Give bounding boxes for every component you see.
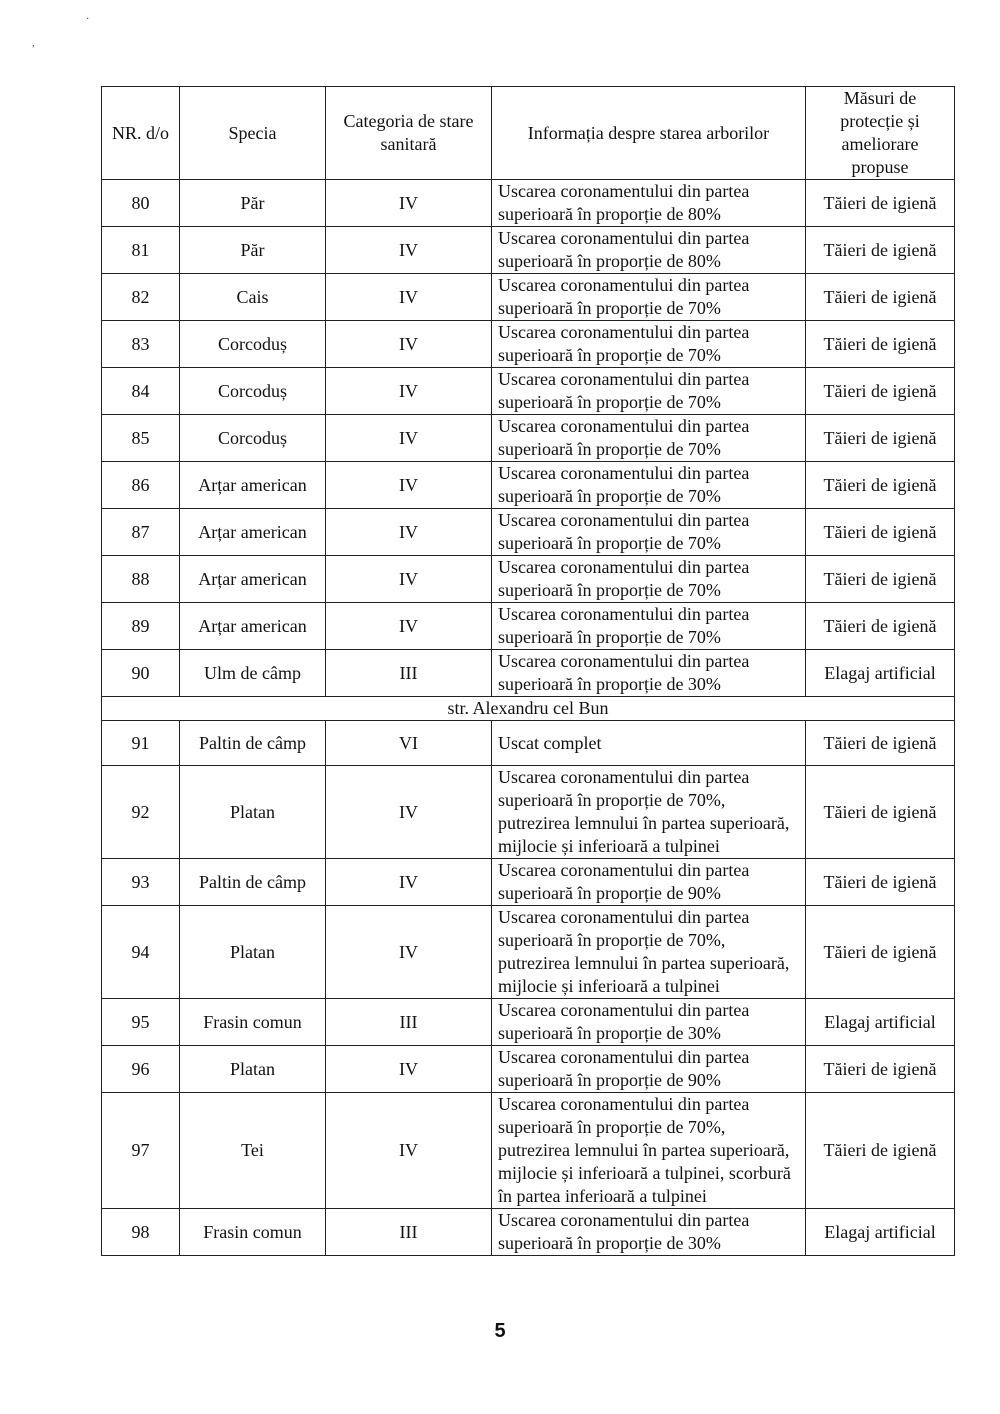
cell-measures: Tăieri de igienă bbox=[806, 1046, 955, 1093]
table-row bbox=[102, 415, 955, 462]
cell-info: Uscarea coronamentului din partea superioară în proporție de 70% bbox=[492, 274, 806, 321]
cell-nr: 98 bbox=[102, 1209, 180, 1256]
cell-info: Uscarea coronamentului din partea superioară în proporție de 70% bbox=[492, 321, 806, 368]
table-row bbox=[102, 180, 955, 227]
cell-info: Uscarea coronamentului din partea superioară în proporție de 70% bbox=[492, 415, 806, 462]
cell-nr: 97 bbox=[102, 1093, 180, 1209]
cell-species: Cais bbox=[180, 274, 326, 321]
section-row bbox=[102, 697, 955, 721]
cell-category: IV bbox=[326, 227, 492, 274]
cell-category: IV bbox=[326, 180, 492, 227]
cell-info: Uscarea coronamentului din partea superioară în proporție de 70% bbox=[492, 368, 806, 415]
table-row bbox=[102, 321, 955, 368]
cell-measures: Elagaj artificial bbox=[806, 650, 955, 697]
table-body-part-b bbox=[102, 721, 955, 1256]
cell-category: IV bbox=[326, 859, 492, 906]
cell-category: IV bbox=[326, 274, 492, 321]
cell-species: Corcoduș bbox=[180, 321, 326, 368]
cell-nr: 85 bbox=[102, 415, 180, 462]
cell-species: Ulm de câmp bbox=[180, 650, 326, 697]
cell-nr: 83 bbox=[102, 321, 180, 368]
table-row bbox=[102, 603, 955, 650]
cell-measures: Tăieri de igienă bbox=[806, 859, 955, 906]
header-info: Informația despre starea arborilor bbox=[492, 87, 806, 180]
cell-info: Uscarea coronamentului din partea superioară în proporție de 80% bbox=[492, 227, 806, 274]
cell-category: IV bbox=[326, 1046, 492, 1093]
table-row bbox=[102, 274, 955, 321]
cell-category: IV bbox=[326, 321, 492, 368]
cell-measures: Tăieri de igienă bbox=[806, 274, 955, 321]
cell-nr: 87 bbox=[102, 509, 180, 556]
cell-measures: Tăieri de igienă bbox=[806, 556, 955, 603]
table-row bbox=[102, 1093, 955, 1209]
cell-info: Uscat complet bbox=[492, 721, 806, 766]
scan-speck: · bbox=[86, 14, 90, 25]
cell-nr: 80 bbox=[102, 180, 180, 227]
cell-nr: 81 bbox=[102, 227, 180, 274]
table-row bbox=[102, 999, 955, 1046]
cell-species: Tei bbox=[180, 1093, 326, 1209]
cell-measures: Tăieri de igienă bbox=[806, 1093, 955, 1209]
cell-measures: Tăieri de igienă bbox=[806, 603, 955, 650]
cell-species: Păr bbox=[180, 227, 326, 274]
cell-measures: Tăieri de igienă bbox=[806, 321, 955, 368]
section-title: str. Alexandru cel Bun bbox=[102, 697, 955, 721]
cell-info: Uscarea coronamentului din partea superioară în proporție de 70%, putrezirea lemnului în partea superioară, mijlocie și inferioară a tulpinei, scorbură în partea inferioară a tulpinei bbox=[492, 1093, 806, 1209]
cell-measures: Tăieri de igienă bbox=[806, 509, 955, 556]
tree-status-table bbox=[101, 86, 955, 1256]
cell-measures: Tăieri de igienă bbox=[806, 721, 955, 766]
cell-category: III bbox=[326, 1209, 492, 1256]
cell-category: IV bbox=[326, 603, 492, 650]
cell-species: Frasin comun bbox=[180, 1209, 326, 1256]
cell-info: Uscarea coronamentului din partea superioară în proporție de 70%, putrezirea lemnului în partea superioară, mijlocie și inferioară a tulpinei bbox=[492, 906, 806, 999]
cell-measures: Tăieri de igienă bbox=[806, 766, 955, 859]
table-row bbox=[102, 650, 955, 697]
table-row bbox=[102, 766, 955, 859]
cell-measures: Tăieri de igienă bbox=[806, 180, 955, 227]
cell-nr: 82 bbox=[102, 274, 180, 321]
cell-species: Arțar american bbox=[180, 462, 326, 509]
cell-category: IV bbox=[326, 556, 492, 603]
table-row bbox=[102, 1046, 955, 1093]
cell-species: Platan bbox=[180, 906, 326, 999]
scan-speck: , bbox=[32, 38, 35, 49]
table-row bbox=[102, 906, 955, 999]
table-row bbox=[102, 368, 955, 415]
cell-species: Păr bbox=[180, 180, 326, 227]
table-row bbox=[102, 227, 955, 274]
cell-info: Uscarea coronamentului din partea superioară în proporție de 30% bbox=[492, 1209, 806, 1256]
cell-info: Uscarea coronamentului din partea superioară în proporție de 70% bbox=[492, 603, 806, 650]
cell-species: Frasin comun bbox=[180, 999, 326, 1046]
cell-info: Uscarea coronamentului din partea superioară în proporție de 70% bbox=[492, 509, 806, 556]
table-row bbox=[102, 1209, 955, 1256]
cell-nr: 94 bbox=[102, 906, 180, 999]
cell-measures: Tăieri de igienă bbox=[806, 368, 955, 415]
cell-measures: Tăieri de igienă bbox=[806, 415, 955, 462]
cell-species: Paltin de câmp bbox=[180, 859, 326, 906]
cell-nr: 93 bbox=[102, 859, 180, 906]
cell-measures: Elagaj artificial bbox=[806, 1209, 955, 1256]
cell-nr: 90 bbox=[102, 650, 180, 697]
cell-species: Corcoduș bbox=[180, 415, 326, 462]
cell-category: VI bbox=[326, 721, 492, 766]
cell-nr: 96 bbox=[102, 1046, 180, 1093]
cell-info: Uscarea coronamentului din partea superioară în proporție de 80% bbox=[492, 180, 806, 227]
cell-category: IV bbox=[326, 1093, 492, 1209]
cell-measures: Tăieri de igienă bbox=[806, 462, 955, 509]
cell-info: Uscarea coronamentului din partea superioară în proporție de 70% bbox=[492, 462, 806, 509]
header-category: Categoria de stare sanitară bbox=[326, 87, 492, 180]
cell-measures: Tăieri de igienă bbox=[806, 227, 955, 274]
cell-category: IV bbox=[326, 415, 492, 462]
cell-nr: 95 bbox=[102, 999, 180, 1046]
cell-species: Arțar american bbox=[180, 603, 326, 650]
cell-info: Uscarea coronamentului din partea superioară în proporție de 30% bbox=[492, 999, 806, 1046]
cell-info: Uscarea coronamentului din partea superioară în proporție de 70%, putrezirea lemnului în partea superioară, mijlocie și inferioară a tulpinei bbox=[492, 766, 806, 859]
table-body-part-a bbox=[102, 180, 955, 697]
table-row bbox=[102, 859, 955, 906]
cell-info: Uscarea coronamentului din partea superioară în proporție de 30% bbox=[492, 650, 806, 697]
cell-species: Paltin de câmp bbox=[180, 721, 326, 766]
table-row bbox=[102, 462, 955, 509]
cell-species: Platan bbox=[180, 1046, 326, 1093]
cell-info: Uscarea coronamentului din partea superioară în proporție de 70% bbox=[492, 556, 806, 603]
cell-info: Uscarea coronamentului din partea superioară în proporție de 90% bbox=[492, 1046, 806, 1093]
cell-measures: Elagaj artificial bbox=[806, 999, 955, 1046]
table-row bbox=[102, 721, 955, 766]
header-nr: NR. d/o bbox=[102, 87, 180, 180]
page-number: 5 bbox=[494, 1320, 506, 1342]
cell-category: III bbox=[326, 999, 492, 1046]
cell-nr: 86 bbox=[102, 462, 180, 509]
header-species: Specia bbox=[180, 87, 326, 180]
cell-category: IV bbox=[326, 368, 492, 415]
cell-species: Platan bbox=[180, 766, 326, 859]
cell-category: IV bbox=[326, 462, 492, 509]
cell-category: IV bbox=[326, 906, 492, 999]
table-header-row bbox=[102, 87, 955, 180]
cell-category: III bbox=[326, 650, 492, 697]
cell-nr: 89 bbox=[102, 603, 180, 650]
cell-species: Arțar american bbox=[180, 556, 326, 603]
cell-nr: 88 bbox=[102, 556, 180, 603]
table-row bbox=[102, 556, 955, 603]
cell-species: Arțar american bbox=[180, 509, 326, 556]
cell-category: IV bbox=[326, 509, 492, 556]
cell-nr: 91 bbox=[102, 721, 180, 766]
table-row bbox=[102, 509, 955, 556]
cell-info: Uscarea coronamentului din partea superioară în proporție de 90% bbox=[492, 859, 806, 906]
cell-category: IV bbox=[326, 766, 492, 859]
cell-nr: 92 bbox=[102, 766, 180, 859]
cell-nr: 84 bbox=[102, 368, 180, 415]
header-measures: Măsuri de protecție și ameliorare propuse bbox=[806, 87, 955, 180]
cell-measures: Tăieri de igienă bbox=[806, 906, 955, 999]
cell-species: Corcoduș bbox=[180, 368, 326, 415]
